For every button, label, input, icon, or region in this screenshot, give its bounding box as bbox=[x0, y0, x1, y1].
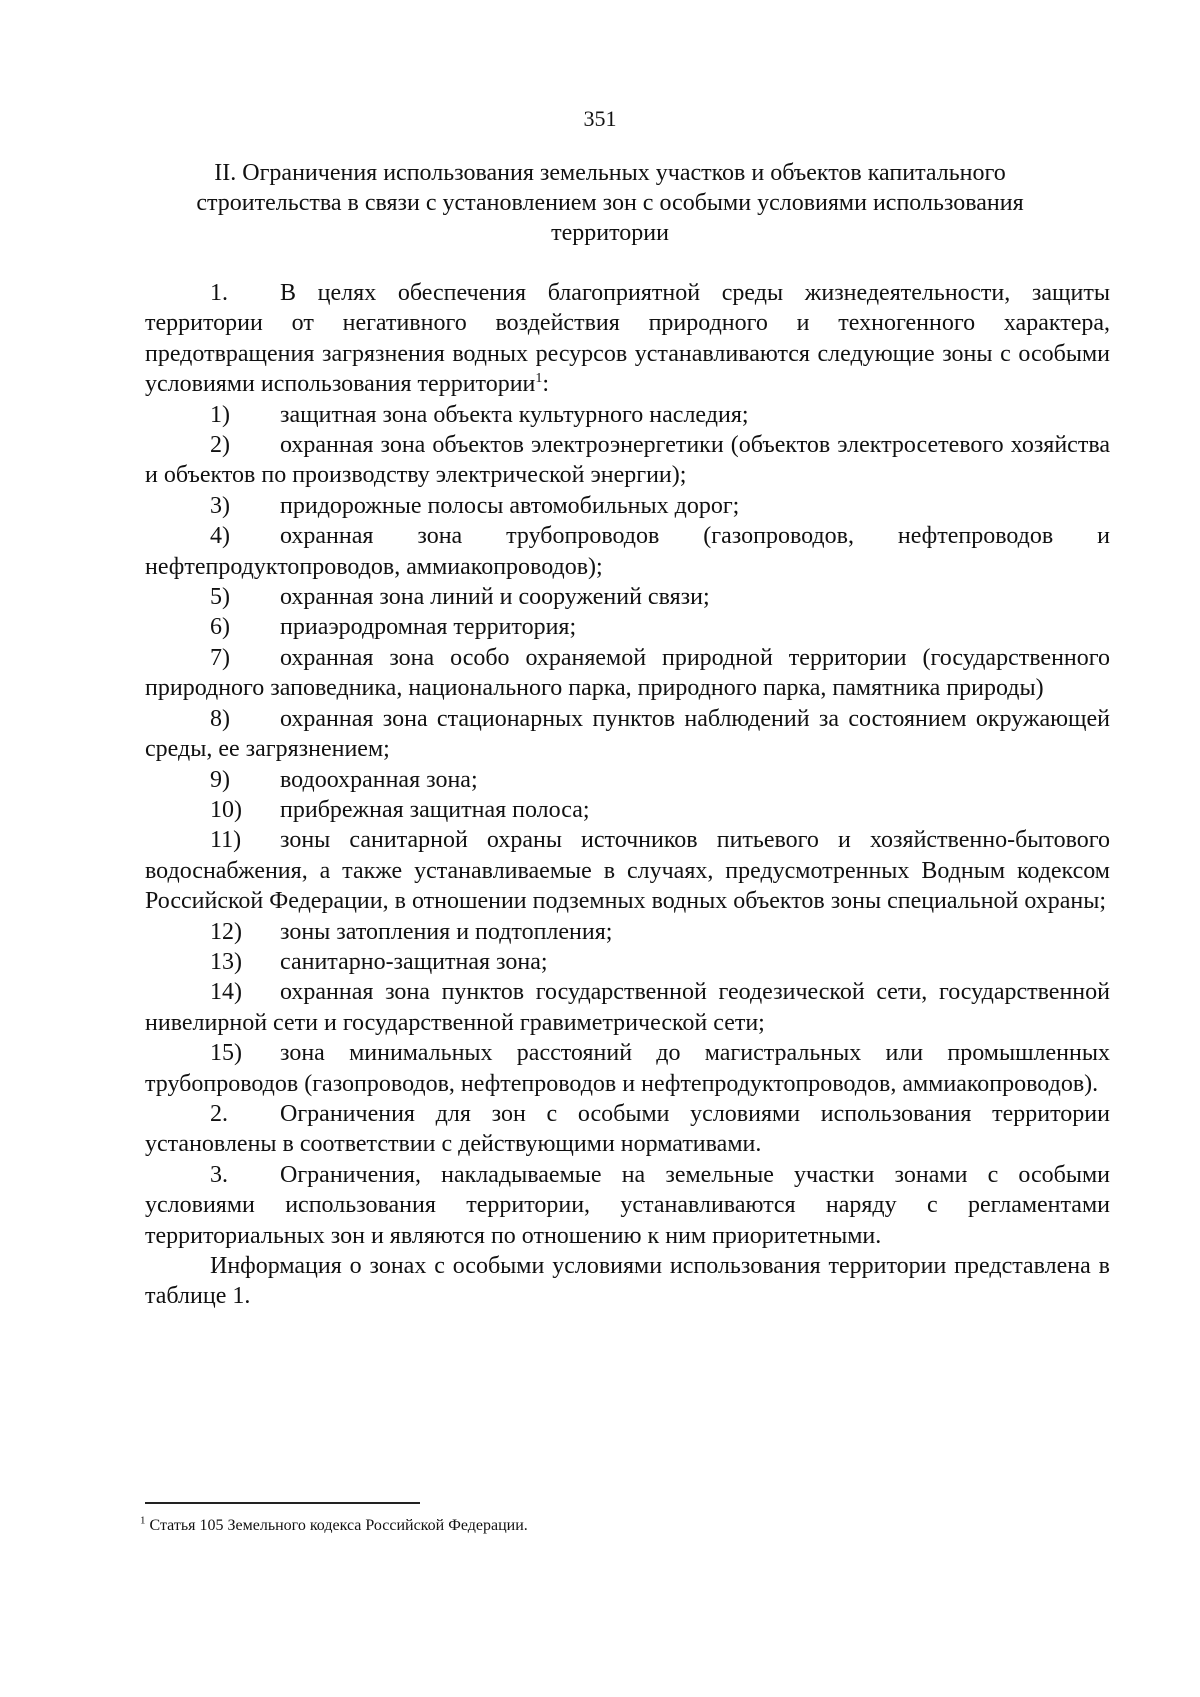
paragraph-text: Ограничения для зон с особыми условиями использования территории установлены в соответствии с действующими нормативами. bbox=[145, 1100, 1110, 1158]
paragraph-text: Ограничения, накладываемые на земельные участки зонами с особыми условиями использования территории, устанавливаются наряду с регламентами территориальных зон и являются по отношению к ним приоритетными. bbox=[145, 1161, 1110, 1249]
list-item-number: 7) bbox=[210, 644, 230, 671]
list-item-text: защитная зона объекта культурного наследия; bbox=[280, 401, 749, 428]
list-item-text: водоохранная зона; bbox=[280, 766, 478, 793]
numbered-paragraph bbox=[145, 1099, 1110, 1160]
list-item-number: 5) bbox=[210, 584, 230, 611]
list-item-text: зоны санитарной охраны источников питьевого и хозяйственно-бытового водоснабжения, а также устанавливаемые в случаях, предусмотренных Водным кодексом Российской Федерации, в отношении подземных водных объектов зоны специальной охраны; bbox=[145, 827, 1110, 915]
list-item bbox=[145, 521, 1110, 582]
list-item-text: охранная зона стационарных пунктов наблюдений за состоянием окружающей среды, ее загрязнением; bbox=[145, 705, 1110, 763]
list-item-number: 15) bbox=[210, 1040, 242, 1067]
list-item bbox=[145, 582, 1110, 612]
list-item-number: 1) bbox=[210, 401, 230, 428]
list-item-number: 13) bbox=[210, 948, 242, 975]
list-item-number: 6) bbox=[210, 614, 230, 641]
list-item-text: охранная зона линий и сооружений связи; bbox=[280, 584, 710, 611]
list-item-text: прибрежная защитная полоса; bbox=[280, 796, 590, 823]
footnote-reference: 1 bbox=[535, 371, 543, 387]
list-item-number: 9) bbox=[210, 766, 230, 793]
section-heading: II. Ограничения использования земельных участков и объектов капитального строительства в связи с установлением зон с особыми условиями использования территории bbox=[196, 160, 1024, 246]
list-item-text: зона минимальных расстояний до магистральных или промышленных трубопроводов (газопроводов, нефтепроводов и нефтепродуктопроводов, аммиакопроводов). bbox=[145, 1040, 1110, 1097]
list-item bbox=[145, 977, 1110, 1038]
list-item bbox=[145, 400, 1110, 430]
footnote-text: Статья 105 Земельного кодекса Российской Федерации. bbox=[149, 1517, 528, 1534]
numbered-paragraph bbox=[145, 1160, 1110, 1251]
intro-tail: : bbox=[542, 371, 550, 398]
list-item-text: охранная зона трубопроводов (газопроводов, нефтепроводов и нефтепродуктопроводов, аммиакопроводов); bbox=[145, 523, 1110, 580]
footnote-separator bbox=[145, 1502, 420, 1504]
paragraph-number: 3. bbox=[210, 1161, 228, 1188]
page-number: 351 bbox=[583, 106, 617, 131]
document-body bbox=[145, 278, 1110, 1312]
list-item-number: 11) bbox=[210, 827, 242, 854]
list-item-text: охранная зона пунктов государственной геодезической сети, государственной нивелирной сети и государственной гравиметрической сети; bbox=[145, 979, 1110, 1036]
list-item-text: санитарно-защитная зона; bbox=[280, 948, 548, 975]
list-item-number: 2) bbox=[210, 432, 230, 459]
list-item-text: охранная зона особо охраняемой природной территории (государственного природного заповедника, национального парка, природного парка, памятника природы) bbox=[145, 644, 1110, 702]
list-item bbox=[145, 825, 1110, 916]
list-item bbox=[145, 491, 1110, 521]
list-item-number: 3) bbox=[210, 492, 230, 519]
paragraph-number: 2. bbox=[210, 1100, 228, 1127]
list-item bbox=[145, 917, 1110, 947]
list-item bbox=[145, 795, 1110, 825]
closing-paragraph: Информация о зонах с особыми условиями использования территории представлена в таблице 1. bbox=[145, 1253, 1110, 1310]
list-item bbox=[145, 765, 1110, 795]
footnote bbox=[140, 1516, 1040, 1536]
footnote-marker: 1 bbox=[140, 1514, 146, 1527]
list-item bbox=[145, 643, 1110, 704]
list-item-text: придорожные полосы автомобильных дорог; bbox=[280, 492, 740, 519]
list-item bbox=[145, 430, 1110, 491]
intro-text: В целях обеспечения благоприятной среды жизнедеятельности, защиты территории от негативного воздействия природного и техногенного характера, предотвращения загрязнения водных ресурсов устанавливаются следующие зоны с особыми условиями использования территории bbox=[145, 280, 1110, 398]
list-item-text: зоны затопления и подтопления; bbox=[280, 918, 613, 945]
list-item-number: 12) bbox=[210, 918, 242, 945]
list-item-number: 8) bbox=[210, 705, 230, 732]
list-item bbox=[145, 612, 1110, 642]
paragraph-number: 1. bbox=[210, 280, 228, 306]
list-item bbox=[145, 947, 1110, 977]
list-item-number: 14) bbox=[210, 979, 242, 1006]
list-item-number: 4) bbox=[210, 523, 230, 550]
list-item-text: приаэродромная территория; bbox=[280, 614, 577, 641]
list-item-text: охранная зона объектов электроэнергетики (объектов электросетевого хозяйства и объектов по производству электрической энергии); bbox=[145, 432, 1110, 489]
list-item bbox=[145, 1038, 1110, 1099]
intro-paragraph bbox=[145, 278, 1110, 400]
list-item bbox=[145, 704, 1110, 765]
list-item-number: 10) bbox=[210, 796, 242, 823]
